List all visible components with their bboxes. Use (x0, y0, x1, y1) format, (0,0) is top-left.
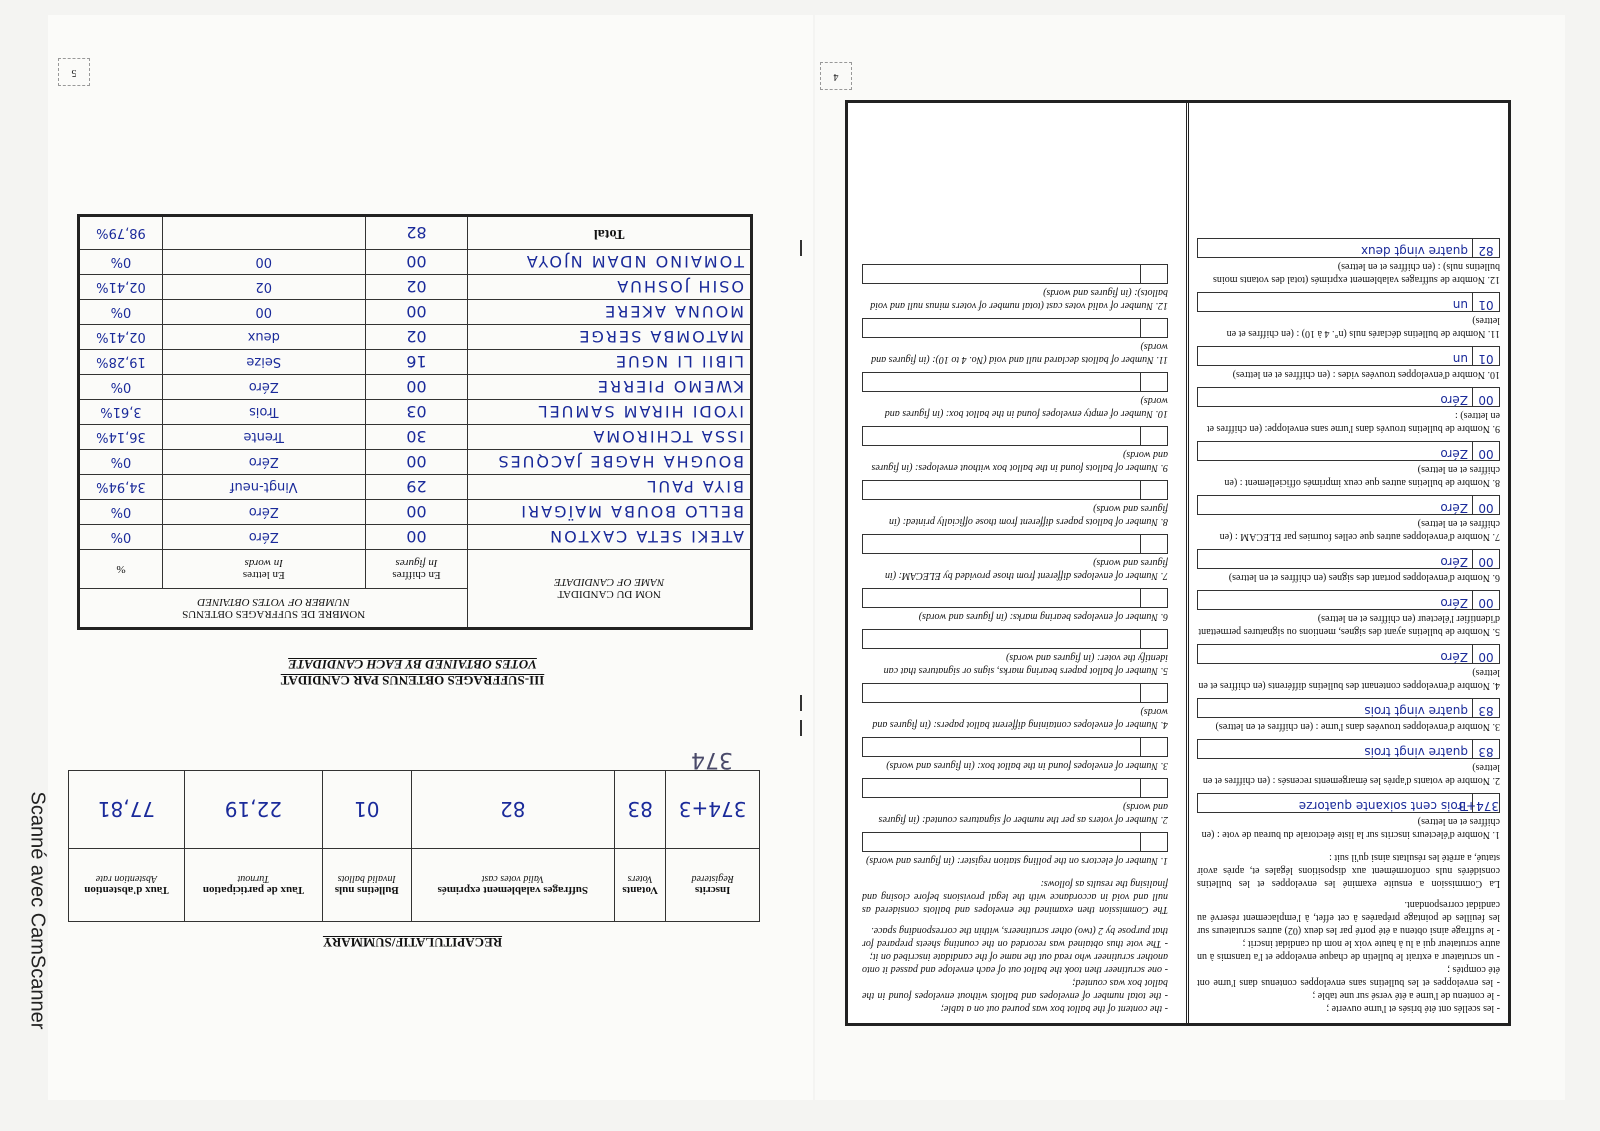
table-row: BIYA PAUL 29 Vingt-neuf 34,94% (79, 475, 752, 500)
binding-tick (800, 695, 802, 711)
header-figures: En chiffres In figures (365, 550, 468, 589)
header-percent: % (79, 550, 163, 589)
page-number-right: 4 (820, 62, 852, 90)
registered-annotation: 374 (691, 747, 733, 772)
summary-header-abstention: Taux d'abstention Abstention rate (69, 849, 185, 922)
table-row: MOUNA AKERE 00 00 0% (79, 300, 752, 325)
summary-value-voters: 83 (614, 771, 665, 849)
table-row: MATOMBA SERGE 02 deux 02,41% (79, 325, 752, 350)
form-item: 6. Number of envelopes bearing marks: (in figures and words) (862, 588, 1168, 623)
form-item: 6. Nombre d'enveloppes portant des signes (en chiffres et en lettres) 00 Zéro (1197, 549, 1500, 584)
page-number-left: 5 (58, 58, 90, 86)
binding-tick (800, 720, 802, 736)
results-section (70, 190, 755, 950)
summary-table (68, 770, 760, 922)
section3-title: III-SUFFRAGES OBTENUS PAR CANDIDAT VOTES OBTAINED BY EACH CANDIDATE (280, 657, 545, 688)
table-row: LIBII LI NGUE 16 Seize 19,28% (79, 350, 752, 375)
summary-value-invalid: 01 (322, 771, 411, 849)
form-item: 2. Nombre de votants d'après les émargements recensés : (en chiffres et en lettres) 83 quatre vingt trois (1197, 739, 1500, 787)
summary-header-valid: Suffrages valablement exprimés Valid votes cast (411, 849, 614, 922)
form-item: 1. Number of electors on the polling station register: (in figures and words) (862, 832, 1168, 867)
header-votes-obtained: NOMBRE DE SUFFRAGES OBTENUS NUMBER OF VOTES OBTAINED (79, 589, 468, 629)
form-item: 9. Number of ballots found in the ballot box without envelopes: (in figures and words) (862, 426, 1168, 474)
binding-tick (800, 240, 802, 256)
summary-value-valid: 82 (411, 771, 614, 849)
summary-title: RECAPITULATIF/SUMMARY (322, 935, 503, 950)
form-item: 12. Nombre de suffrages valablement exprimés (total des votants moins bulletins nuls) : (en chiffres et en lettres) 82 quatre vingt deux (1197, 238, 1500, 286)
summary-value-abstention: 77,81 (69, 771, 185, 849)
form-item: 3. Number of envelopes found in the ballot box: (in figures and words) (862, 737, 1168, 772)
form-item: 5. Number of ballot papers bearing marks, signs or signatures that can identify the voter: (in figures and words) (862, 629, 1168, 677)
form-item: 5. Nombre de bulletins ayant des signes, mentions ou signatures permettant d'identifier l'électeur (en chiffres et en lettres) 00 Zéro (1197, 590, 1500, 638)
table-row: OSIH JOSHUA 02 02 02,41% (79, 275, 752, 300)
form-item: 4. Nombre d'enveloppes contenant des bulletins différents (en chiffres et en lettres) 00 Zéro (1197, 644, 1500, 692)
table-row: BOUGHA HAGBE JACQUES 00 Zéro 0% (79, 450, 752, 475)
form-item: 10. Nombre d'enveloppes trouvées vides : (en chiffres et en lettres) 01 un (1197, 346, 1500, 381)
report-column-english (854, 103, 1176, 1023)
table-row: TOMAINO NDAM NJOYA 00 00 0% (79, 250, 752, 275)
report-form (845, 100, 1511, 1026)
form-item: 8. Nombre de bulletins autres que ceux imprimés officiellement : (en chiffres et en lettres) 00 Zéro (1197, 441, 1500, 489)
summary-header-turnout: Taux de participation Turnout (184, 849, 322, 922)
form-item: 4. Number of envelopes containing different ballot papers: (in figures and words) (862, 683, 1168, 731)
table-row: IYODI HIRAM SAMUEL 03 Trois 3,61% (79, 400, 752, 425)
form-item: 11. Nombre de bulletins déclarés nuls (n°. 4 à 10) : (en chiffres et en lettres) 01 un (1197, 292, 1500, 340)
summary-value-registered: 374+3 (666, 771, 760, 849)
summary-value-turnout: 22,19 (184, 771, 322, 849)
form-item: 3. Nombre d'enveloppes trouvées dans l'urne : (en chiffres et en lettres) 83 quatre vingt trois (1197, 698, 1500, 733)
summary-header-invalid: Bulletins nuls Invalid ballots (322, 849, 411, 922)
table-row: ATEKI SETA CAXTON 00 Zéro 0% (79, 525, 752, 550)
form-item: 9. Nombre de bulletins trouvés dans l'urne sans enveloppe: (en chiffres et en lettres) : 00 Zéro (1197, 387, 1500, 435)
total-row: Total 82 98,79% (79, 216, 752, 250)
form-item: 1. Nombre d'électeurs inscrits sur la liste électorale du bureau de vote : (en chiffres et en lettres) 374+3 Trois cent soixante quatorze (1197, 793, 1500, 841)
form-item: 10. Number of empty envelopes found in the ballot box: (in figures and words) (862, 372, 1168, 420)
intro-english: - the content of the ballot box was poured out on a table; - the total number of envelopes and ballots without envelopes found in the ballot box was counted; - one scrutineer then took the ballot out of each envelope and passed it onto another scrutineer who read out the name of the candidate inscribed on it; - The vote thus obtained was recorded on the counting sheets prepared for that purpose by 2 (two) other scrutineers, within the corresponding space. The Commission then examined the envelopes and ballots considered as null and void in accordance with the legal provisions before closing and finalising the results as follows: (862, 878, 1168, 1014)
form-item: 7. Nombre d'enveloppes autres que celles fournies par ELECAM : (en chiffres et en lettres) 00 Zéro (1197, 495, 1500, 543)
candidate-results-table (77, 214, 753, 630)
form-item: 2. Number of voters as per the number of signatures counted: (in figures and words) (862, 778, 1168, 826)
table-row: ISSA TCHIROMA 30 Trente 36,14% (79, 425, 752, 450)
summary-header-registered: Inscrits Registered (666, 849, 760, 922)
report-column-french (1186, 103, 1508, 1023)
form-item: 7. Number of envelopes different from those provided by ELECAM: (in figures and words) (862, 534, 1168, 582)
header-candidate-name: NOM DU CANDIDAT NAME OF CANDIDATE (468, 550, 752, 629)
summary-header-voters: Votants Voters (614, 849, 665, 922)
form-item: 12. Number of valid votes cast (total number of voters minus null and void ballots): (in figures and words) (862, 264, 1168, 312)
form-item: 8. Number of ballots papers different from those officially printed: (in figures and words) (862, 480, 1168, 528)
header-words: En lettres In words (162, 550, 365, 589)
form-item: 11. Number of ballots declared null and void (No. 4 to 10): (in figures and words) (862, 318, 1168, 366)
table-row: BELLO BOUBA MAÏGARI 00 Zéro 0% (79, 500, 752, 525)
table-row: KWEMO PIERRE 00 Zéro 0% (79, 375, 752, 400)
intro-french: - les scellés ont été brisés et l'urne ouverte ; - le contenu de l'urne a été versé sur une table ; - les enveloppes et les bulletins sans enveloppes contenus dans l'urne ont été comptés ; - un scrutateur a extrait le bulletin de chaque enveloppe et l'a transmis à un autre scrutateur qui a lu à haute voix le nom du candidat inscrit ; - le suffrage ainsi obtenu a été porté par les deux (02) autres scrutateurs sur les feuilles de pointage préparées à cet effet, à l'emplacement réservé au candidat correspondant. La Commission a ensuite examiné les enveloppes et les bulletins considérés nuls conformément aux dispositions légales et, après avoir statué, a arrêté les résultats ainsi qu'il suit : (1197, 852, 1500, 1014)
camscanner-watermark: Scanné avec CamScanner (26, 791, 49, 1030)
